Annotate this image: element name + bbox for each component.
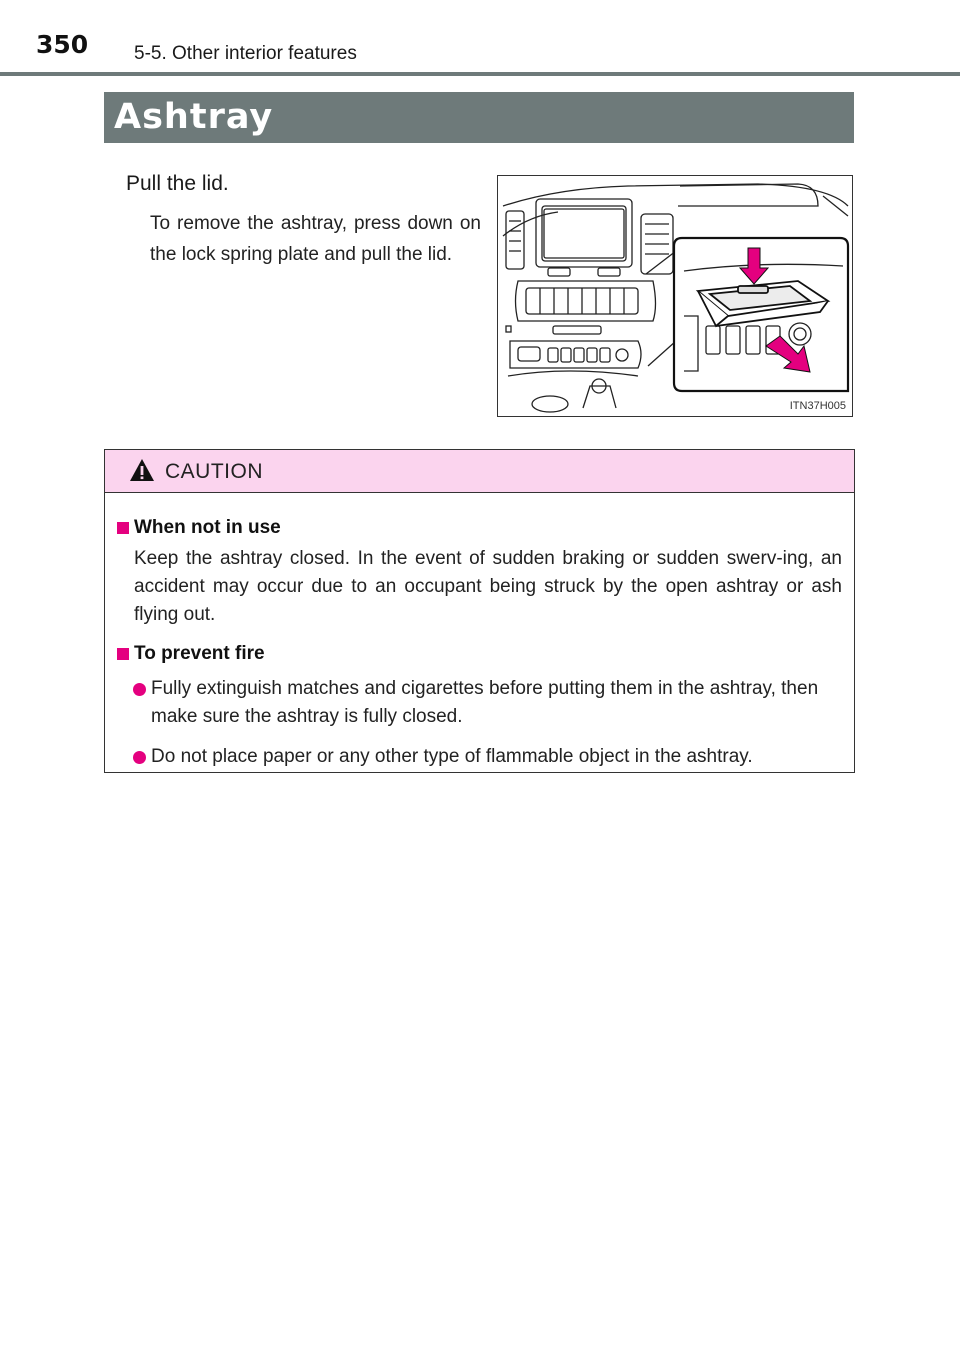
intro-block — [126, 170, 481, 270]
caution-bullet-text: Fully extinguish matches and cigarettes before putting them in the ashtray, then make sure the ashtray is fully closed. — [151, 678, 819, 727]
warning-triangle-icon — [129, 458, 155, 482]
header-divider — [0, 72, 960, 76]
caution-heading-prevent-fire — [117, 639, 842, 669]
ashtray-illustration — [497, 175, 853, 417]
caution-bullet-text: Do not place paper or any other type of flammable object in the ashtray. — [151, 746, 753, 767]
circle-bullet-icon — [133, 683, 146, 696]
caution-bullet — [117, 675, 842, 731]
intro-note: To remove the ashtray, press down on the lock spring plate and pull the lid. — [150, 213, 481, 265]
caution-bullet — [117, 743, 842, 771]
square-bullet-icon — [117, 522, 129, 534]
page-header — [0, 0, 960, 78]
square-bullet-icon — [117, 648, 129, 660]
figure-code: ITN37H005 — [789, 400, 846, 412]
caution-body — [105, 493, 854, 771]
page-number: 350 — [36, 30, 89, 59]
section-title-bar — [104, 92, 854, 143]
caution-heading-not-in-use — [117, 513, 842, 543]
caution-header — [105, 450, 854, 493]
caution-label: CAUTION — [165, 460, 263, 483]
caution-paragraph: Keep the ashtray closed. In the event of sudden braking or sudden swerv-ing, an accident may occur due to an occupant being struck by the open ashtray or ash flying out. — [134, 548, 842, 625]
caution-heading-text: To prevent fire — [134, 643, 265, 664]
section-breadcrumb: 5-5. Other interior features — [134, 43, 357, 64]
circle-bullet-icon — [133, 751, 146, 764]
dashboard-drawing — [498, 176, 852, 416]
page-title: Ashtray — [114, 97, 274, 137]
caution-box — [104, 449, 855, 773]
caution-heading-text: When not in use — [134, 517, 281, 538]
intro-lead: Pull the lid. — [126, 172, 229, 195]
